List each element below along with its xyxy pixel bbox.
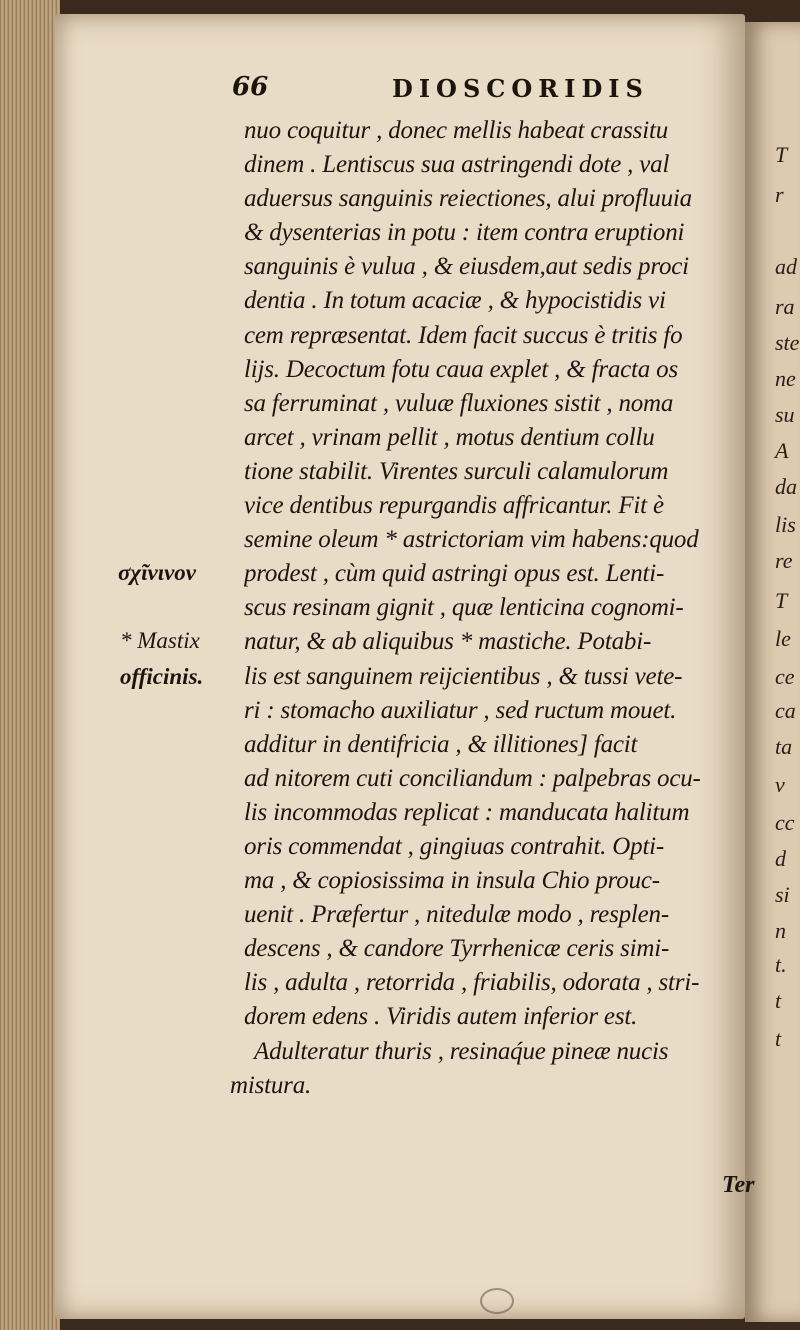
text-line: cem repræsentat. Idem facit succus è tritis fo: [244, 321, 683, 349]
text-line: dinem . Lentiscus sua astringendi dote , val: [244, 151, 670, 179]
text-line: oris commendat , gingiuas contrahit. Opti-: [244, 832, 665, 860]
running-head: DIOSCORIDIS: [392, 74, 649, 103]
text-line: & dysenterias in potu : item contra eruptioni: [244, 219, 685, 247]
text-line: uenit . Præfertur , nitedulæ modo , resplen-: [244, 901, 669, 929]
facing-page-fragment: ad: [775, 254, 797, 279]
text-line: arcet , vrinam pellit , motus dentium collu: [244, 423, 655, 451]
ink-stain: [480, 1288, 514, 1314]
text-line: aduersus sanguinis reiectiones, alui profluuia: [244, 185, 692, 213]
facing-page-fragment: ta: [775, 734, 793, 759]
text-line: prodest , cùm quid astringi opus est. Lenti-: [244, 560, 665, 588]
margin-note-greek: σχῖνινον: [118, 560, 196, 585]
facing-page-fragment: t: [775, 1026, 782, 1051]
text-line: ma , & copiosissima in insula Chio prouc-: [244, 867, 660, 895]
facing-page-fragment: A: [775, 438, 789, 463]
facing-page-fragment: si: [775, 882, 790, 907]
facing-page-fragment: cc: [775, 810, 795, 835]
text-line: scus resinam gignit , quæ lenticina cognomi-: [244, 594, 684, 622]
page-number: 66: [232, 72, 269, 102]
text-line: sa ferruminat , vuluæ fluxiones sistit , noma: [244, 389, 674, 417]
text-line: lijs. Decoctum fotu caua explet , & fracta os: [244, 355, 678, 383]
facing-page-fragment: ne: [775, 366, 796, 391]
facing-page-fragment: T: [775, 588, 788, 613]
text-line: descens , & candore Tyrrhenicæ ceris simi-: [244, 935, 670, 963]
facing-page-fragment: t: [775, 988, 782, 1013]
text-line: vice dentibus repurgandis affricantur. Fit è: [244, 492, 664, 520]
catchword: Ter: [722, 1172, 755, 1198]
text-line: nuo coquitur , donec mellis habeat crassitu: [244, 117, 668, 144]
text-line: dorem edens . Viridis autem inferior est.: [244, 1003, 638, 1031]
facing-page-fragment: le: [775, 626, 791, 651]
facing-page-fragment: T: [775, 142, 788, 167]
text-line: mistura.: [230, 1071, 312, 1099]
facing-page-fragment: t.: [775, 952, 787, 977]
facing-page-fragment: d: [775, 846, 786, 871]
text-line: dentia . In totum acaciæ , & hypocistidis vi: [244, 287, 666, 315]
facing-page-fragment: su: [775, 402, 795, 427]
margin-note-officinis: officinis.: [120, 664, 204, 689]
text-line: lis est sanguinem reijcientibus , & tussi vete-: [244, 662, 683, 690]
body-text: [230, 114, 764, 1103]
facing-page-fragment: n: [775, 918, 786, 943]
facing-page-fragment: re: [775, 548, 793, 573]
text-line: Adulteratur thuris , resinaq́ue pineæ nucis: [254, 1037, 669, 1065]
facing-page-fragment: da: [775, 474, 797, 499]
facing-page-fragment: lis: [775, 512, 796, 537]
text-line: ad nitorem cuti conciliandum : palpebras ocu-: [244, 764, 701, 792]
facing-page-fragment: r: [775, 182, 784, 207]
text-line: additur in dentifricia , & illitiones] facit: [244, 730, 638, 758]
page-header: [232, 72, 672, 108]
facing-page-fragment: ste: [775, 330, 800, 355]
facing-page-fragment: v: [775, 772, 785, 797]
facing-page-fragment: ce: [775, 664, 795, 689]
text-line: ri : stomacho auxiliatur , sed ructum mouet.: [244, 696, 677, 724]
text-line: tione stabilit. Virentes surculi calamulorum: [244, 457, 669, 485]
facing-page-fragment: ca: [775, 698, 796, 723]
text-line: sanguinis è vulua , & eiusdem,aut sedis proci: [244, 253, 689, 281]
text-line: natur, & ab aliquibus * mastiche. Potabi-: [244, 628, 652, 656]
text-line: lis incommodas replicat : manducata halitum: [244, 798, 690, 826]
text-line: lis , adulta , retorrida , friabilis, odorata , stri-: [244, 969, 700, 997]
margin-note-mastix: * Mastix: [120, 628, 200, 653]
text-line: semine oleum * astrictoriam vim habens:quod: [244, 526, 699, 554]
facing-page-fragment: ra: [775, 294, 795, 319]
book-edge-left: [0, 0, 60, 1330]
